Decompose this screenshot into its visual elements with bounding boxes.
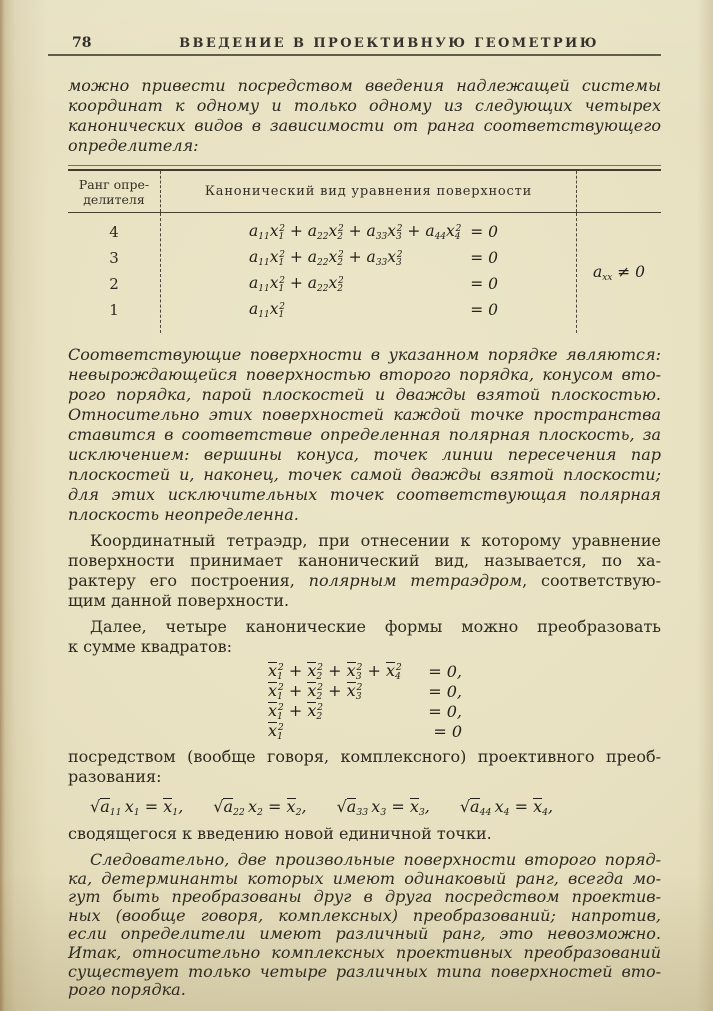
equation-rhs: = 0, [428, 661, 462, 681]
text-line: рого порядка, парой плоскостей и дважды взятой плоскостью. [68, 385, 661, 404]
equation-row [268, 681, 462, 701]
sqrt-equation: $√a_{44}$ $x_4 = x_4$, [459, 796, 554, 818]
table-equation-column [160, 213, 577, 333]
paragraph-surfaces [68, 345, 661, 525]
equation-lhs: $x_1^2 + x_2^2$ [268, 700, 324, 722]
equation-lhs: $a_{11}x_1^2 + a_{22}x_2^2$ [249, 274, 344, 294]
text-line: ставится в соответствие определенная полярная плоскость, за [68, 425, 661, 444]
text-line: можно привести посредством введения надлежащей системы [68, 76, 661, 95]
rank-value: 1 [109, 301, 119, 319]
equation-lhs: $a_{11}x_1^2 + a_{22}x_2^2 + a_{33}x_3^2 + a_{44}x_4^2$ [249, 222, 462, 242]
text-line: для этих исключительных точек соответствующая полярная [68, 485, 661, 504]
paragraph-reducing [68, 824, 661, 844]
equation-row [268, 661, 462, 681]
equation-rhs: = 0, [428, 701, 462, 721]
text-line: Координатный тетраэдр, при отнесении к которому уравнение [90, 531, 661, 550]
table-body [68, 213, 661, 333]
text-line: плоскостей и, наконец, точек самой дважды взятой плоскости; [68, 465, 661, 484]
text-line: существует только четыре различных типа поверхностей вто- [68, 961, 661, 981]
equation-rhs: = 0 [433, 721, 462, 741]
text-line: поверхности принимает канонический вид, называется, по ха- [68, 551, 661, 570]
text-line: координат к одному и только одному из следующих четырех [68, 96, 661, 115]
paragraph-tetrahedron [68, 531, 661, 611]
table-header-note-empty [577, 171, 661, 212]
table-header-equation: Канонический вид уравнения поверхности [160, 171, 577, 212]
table-header-row [68, 171, 661, 213]
equation-lhs: $x_1^2$ [268, 720, 284, 742]
sqrt-equation: $√a_{11}$ $x_1 = x_1$, [90, 796, 184, 818]
rank-value: 3 [109, 249, 119, 267]
text-line: гут быть преобразованы друг в друга посредством проектив- [68, 887, 661, 907]
running-title: ВВЕДЕНИЕ В ПРОЕКТИВНУЮ ГЕОМЕТРИЮ [179, 36, 599, 51]
equation-lhs: $x_1^2 + x_2^2 + x_3^2$ [268, 680, 363, 702]
equation-rhs: = 0 [470, 249, 498, 267]
text-line: к сумме квадратов: [68, 637, 232, 656]
paragraph-further [68, 617, 661, 657]
equation-lhs: $x_1^2 + x_2^2 + x_3^2 + x_4^2$ [268, 660, 402, 682]
text-line: разования: [68, 767, 162, 786]
table-header-rank [68, 171, 160, 212]
page-number: 78 [72, 35, 92, 51]
text-line: Далее, четыре канонические формы можно преобразовать [90, 617, 661, 636]
sqrt-equation: $√a_{33}$ $x_3 = x_3$, [336, 796, 430, 818]
rank-value: 4 [109, 223, 119, 241]
equation-row [268, 701, 462, 721]
canonical-forms-table [68, 169, 661, 333]
equation-rhs: = 0, [428, 681, 462, 701]
equation-row [161, 219, 576, 245]
equation-rhs: = 0 [470, 275, 498, 293]
table-header-rank-line2: делителя [83, 192, 145, 207]
paragraph-intro [68, 76, 661, 156]
text-line: рого порядка. [68, 980, 186, 1000]
text-line: исключением: вершины конуса, точек линии пересечения пар [68, 445, 661, 464]
text-line: определителя: [68, 136, 199, 155]
text-line: Относительно этих поверхностей каждой точке пространства [68, 405, 661, 424]
table-rank-column [68, 213, 160, 333]
sum-of-squares-equations [268, 661, 462, 741]
text-line: невырождающейся поверхностью второго порядка, конусом вто- [68, 365, 661, 384]
text-line: Итак, относительно комплексных проективных преобразований [68, 942, 661, 962]
text-line: плоскость неопределенна. [68, 505, 299, 524]
nonzero-condition: $a_{xx} \ne 0$ [592, 263, 646, 283]
text-line: если определители имеют различный ранг, это невозможно. [68, 924, 661, 944]
equation-rhs: = 0 [470, 301, 498, 319]
projective-transformation-equations [90, 794, 661, 820]
paragraph-bymeans [68, 747, 661, 787]
text-block [68, 0, 661, 1000]
paragraph-conclusion [68, 851, 661, 1000]
equation-lhs: $a_{11}x_1^2 + a_{22}x_2^2 + a_{33}x_3^2$ [249, 248, 403, 268]
table-side-note [577, 213, 661, 333]
text-line: щим данной поверхности. [68, 591, 290, 610]
sqrt-equation: $√a_{22}$ $x_2 = x_2$, [213, 796, 307, 818]
equation-row [268, 721, 462, 741]
text-line: Соответствующие поверхности в указанном порядке являются: [68, 345, 661, 364]
table-header-rank-line1: Ранг опре- [78, 177, 150, 192]
text-line: рактеру его построения, полярным тетраэдром, соответствую- [68, 571, 661, 590]
equation-row [161, 245, 576, 271]
text-line: сводящегося к введению новой единичной точки. [68, 824, 492, 843]
equation-rhs: = 0 [470, 223, 498, 241]
rank-value: 2 [109, 275, 119, 293]
equation-lhs: $a_{11}x_1^2$ [249, 300, 285, 320]
equation-row [161, 271, 576, 297]
text-line: ных (вообще говоря, комплексных) преобразований; напротив, [68, 905, 661, 925]
equation-row [161, 297, 576, 323]
text-line: канонических видов в зависимости от ранга соответствующего [68, 116, 661, 135]
text-line: посредством (вообще говоря, комплексного) проективного преоб- [68, 747, 661, 766]
text-line: Следовательно, две произвольные поверхности второго поряд- [90, 850, 661, 869]
text-line: ка, детерминанты которых имеют одинаковый ранг, всегда мо- [68, 868, 661, 888]
